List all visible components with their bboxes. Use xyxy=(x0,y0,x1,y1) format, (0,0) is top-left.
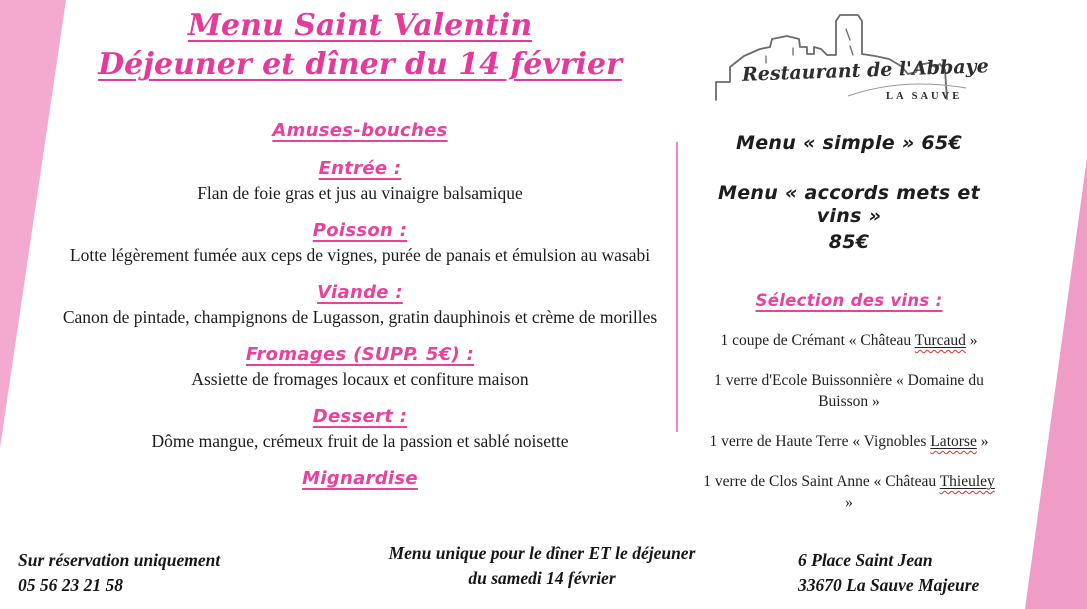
pink-wedge-right xyxy=(1025,158,1087,609)
misspelled-word: Thieuley xyxy=(939,473,995,490)
course-heading-dessert: Dessert : xyxy=(312,406,408,427)
wine-item-haute-terre: 1 verre de Haute Terre « Vignobles Latorse » xyxy=(709,433,989,450)
misspelled-word: Turcaud xyxy=(914,332,966,349)
course-desc-viande: Canon de pintade, champignons de Lugasson, gratin dauphinois et crème de morilles xyxy=(62,307,658,327)
restaurant-logo xyxy=(710,4,992,108)
course-desc-poisson: Lotte légèrement fumée aux ceps de vignes, purée de panais et émulsion au wasabi xyxy=(69,245,651,265)
course-desc-fromages: Assiette de fromages locaux et confiture maison xyxy=(191,369,529,389)
pink-wedge-left xyxy=(0,0,66,448)
title-line-1: Menu Saint Valentin xyxy=(187,8,533,43)
column-divider-line xyxy=(676,142,678,432)
phone-number: 05 56 23 21 58 xyxy=(18,575,123,595)
wine-selection-heading: Sélection des vins : xyxy=(755,291,943,310)
restaurant-name: Restaurant de l'Abbaye xyxy=(741,55,990,86)
address-line-2: 33670 La Sauve Majeure xyxy=(798,575,980,595)
restaurant-address xyxy=(798,548,979,598)
menu-simple-price: Menu « simple » 65€ xyxy=(736,132,962,154)
page-title xyxy=(88,6,632,84)
reservation-info xyxy=(18,548,220,598)
course-heading-amuses-bouches: Amuses-bouches xyxy=(272,120,448,141)
course-heading-mignardise: Mignardise xyxy=(302,468,418,489)
course-desc-entree: Flan de foie gras et jus au vinaigre balsamique xyxy=(197,183,523,203)
note-line-2: du samedi 14 février xyxy=(468,568,616,588)
course-heading-poisson: Poisson : xyxy=(312,220,408,241)
course-heading-fromages: Fromages (SUPP. 5€) : xyxy=(245,344,475,365)
menu-accords-label: Menu « accords mets et vins » xyxy=(718,182,980,227)
course-heading-viande: Viande : xyxy=(317,282,403,303)
pricing-wines-column xyxy=(700,132,998,513)
restaurant-place: LA SAUVE xyxy=(886,91,963,102)
course-desc-dessert: Dôme mangue, crémeux fruit de la passion et sablé noisette xyxy=(151,431,569,451)
address-line-1: 6 Place Saint Jean xyxy=(798,550,933,570)
note-line-1: Menu unique pour le dîner ET le déjeuner xyxy=(388,543,696,563)
wine-item-cremant: 1 coupe de Crémant « Château Turcaud » xyxy=(720,332,978,349)
reservation-line: Sur réservation uniquement xyxy=(18,550,221,570)
misspelled-word: Latorse xyxy=(930,433,977,450)
menu-accords-price: 85€ xyxy=(828,231,870,253)
wine-item-clos-saint-anne: 1 verre de Clos Saint Anne « Château Thieuley » xyxy=(703,473,995,511)
wine-item-ecole-buissonniere: 1 verre d'Ecole Buissonnière « Domaine du Buisson » xyxy=(714,372,984,410)
course-heading-entree: Entrée : xyxy=(318,158,402,179)
title-line-2: Déjeuner et dîner du 14 février xyxy=(98,47,622,82)
menu-note xyxy=(322,541,762,591)
menu-courses-column xyxy=(62,120,658,492)
